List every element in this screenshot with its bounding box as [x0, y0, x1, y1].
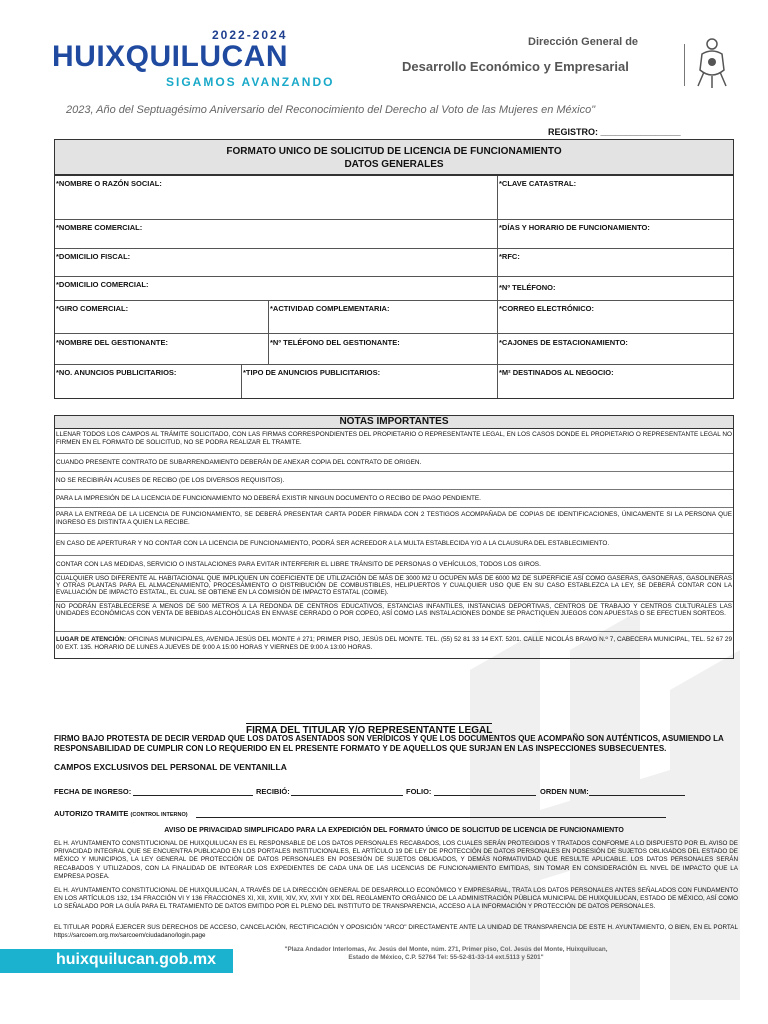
field-dias-horario[interactable]: *DÍAS Y HORARIO DE FUNCIONAMIENTO:	[498, 220, 733, 249]
privacy-paragraph-1: EL H. AYUNTAMIENTO CONSTITUCIONAL DE HUIXQUILUCAN ES EL RESPONSABLE DE LOS DATOS PERSONALES RECABADOS, LOS CUALES SERÁN PROTEGIDOS Y TRATADOS CONFORME A LO DISPUESTO POR EL AVISO DE PRIVACIDAD INTEGRAL QUE SE ENCUENTRA PUBLICADO EN LOS PORTALES INSTITUCIONALES, EL ARTÍCULO 19 DE LEY DE PROTECCIÓN DE DATOS PERSONALES EN POSESIÓN DE SUJETOS OBLIGADOS DEL ESTADO DE MÉXICO Y MUNICIPIOS, LA LEY GENERAL DE PROTECCIÓN DE DATOS PERSONALES EN POSESIÓN DE SUJETOS OBLIGADOS, Y DEMÁS NORMATIVIDAD QUE RESULTE APLICABLE. LOS DATOS PERSONALES SERÁN RECABADOS Y UTILIZADOS, CON LA FINALIDAD DE INTEGRAR LOS EXPEDIENTES DE CADA UNA DE LAS LICENCIAS DE FUNCIONAMIENTO EMITIDAS, SIN TOMAR EN CONSIDERACIÓN EL NIVEL DE IMPACTO QUE LA EMPRESA POSEA.	[54, 840, 738, 880]
privacy-paragraph-3: EL TITULAR PODRÁ EJERCER SUS DERECHOS DE ACCESO, CANCELACIÓN, RECTIFICACIÓN Y OPOSICIÓN "ARCO" DIRECTAMENTE ANTE LA UNIDAD DE TRANSPARENCIA DE ESTE H. AYUNTAMIENTO, O BIEN, EN EL PORTAL https://sarcoem.org.mx/sarcoem/ciudadano/login.page	[54, 924, 738, 940]
field-actividad-complementaria[interactable]: *ACTIVIDAD COMPLEMENTARIA:	[269, 301, 498, 334]
recibio-label: RECIBIÓ:	[256, 787, 290, 796]
lugar-text: OFICINAS MUNICIPALES, AVENIDA JESÚS DEL MONTE # 271; PRIMER PISO, JESÚS DEL MONTE. TEL. (55) 52 81 33 14 EXT. 5201. CALLE NICOLÁS BRAVO N.º 7, CABECERA MUNICIPAL, TEL. 52 67 29 00 EXT. 135. HORARIO DE LUNES A JUEVES DE 9:00 A 15:00 HORAS Y VIERNES DE 9:00 A 13:00 HORAS.	[56, 636, 733, 651]
autorizo-input[interactable]	[196, 817, 666, 818]
field-telefono-gestionante[interactable]: *Nº TELÉFONO DEL GESTIONANTE:	[269, 334, 498, 365]
orden-label: ORDEN NUM:	[540, 787, 589, 796]
privacy-notice-title: AVISO DE PRIVACIDAD SIMPLIFICADO PARA LA EXPEDICIÓN DEL FORMATO ÚNICO DE SOLICITUD DE LICENCIA DE FUNCIONAMIENTO	[164, 827, 624, 834]
header-divider	[684, 44, 685, 86]
footer-website-link[interactable]: huixquilucan.gob.mx	[56, 951, 217, 968]
field-m2-negocio[interactable]: *M² DESTINADOS AL NEGOCIO:	[499, 368, 614, 377]
autorizo-label	[54, 809, 188, 818]
field-domicilio-fiscal[interactable]: *DOMICILIO FISCAL:	[55, 249, 498, 277]
field-clave-catastral[interactable]: *CLAVE CATASTRAL:	[498, 176, 733, 220]
field-rfc[interactable]: *RFC:	[498, 249, 733, 277]
form-title	[54, 139, 734, 175]
footer-address	[252, 946, 640, 962]
field-cajones-estacionamiento[interactable]: *CAJONES DE ESTACIONAMIENTO:	[498, 334, 733, 365]
autorizo-text: AUTORIZO TRAMITE	[54, 809, 129, 818]
logo-slogan: SIGAMOS AVANZANDO	[166, 75, 335, 89]
year-motto: 2023, Año del Septuagésimo Aniversario del Reconocimiento del Derecho al Voto de las Mujeres en México"	[66, 104, 596, 116]
declaration-text: FIRMO BAJO PROTESTA DE DECIR VERDAD QUE LOS DATOS ASENTADOS SON VERÍDICOS Y QUE LOS DOCUMENTOS QUE ACOMPAÑO SON AUTÉNTICOS, ASUMIENDO LA RESPONSABILIDAD DE CUMPLIR CON LO REQUERIDO EN EL PRESENTE FORMATO Y DE AQUELLOS QUE SURJAN EN LAS INSPECCIONES SUBSECUENTES.	[54, 734, 724, 753]
note-item: LLENAR TODOS LOS CAMPOS AL TRÁMITE SOLICITADO, CON LAS FIRMAS CORRESPONDIENTES DEL PROPIETARIO O REPRESENTANTE LEGAL, EN LOS CASOS DONDE EL PROPIETARIO O REPRESENTANTE LEGAL NO FIRMEN EN EL FORMATO DE SOLICITUD, NO SE PODRA REALIZAR EL TRAMITE.	[55, 429, 733, 454]
field-nombre-razon-social[interactable]: *NOMBRE O RAZÓN SOCIAL:	[55, 176, 498, 220]
field-nombre-gestionante[interactable]: *NOMBRE DEL GESTIONANTE:	[55, 334, 269, 365]
note-item: CONTAR CON LAS MEDIDAS, SERVICIO O INSTALACIONES PARA EVITAR INTERFERIR EL LIBRE TRÁNSITO DE PERSONAS O VEHÍCULOS, TODOS LOS GIROS.	[55, 556, 733, 574]
autorizo-small: (CONTROL INTERNO)	[130, 812, 188, 818]
notes-list	[54, 429, 734, 659]
privacy-paragraph-2: EL H. AYUNTAMIENTO CONSTITUCIONAL DE HUIXQUILUCAN, A TRAVÉS DE LA DIRECCIÓN GENERAL DE DESARROLLO ECONÓMICO Y EMPRESARIAL, TRATA LOS DATOS PERSONALES ANTES SEÑALADOS CON FUNDAMENTO EN LOS ARTÍCULOS 132, 134 FRACCIÓN VI Y 136 FRACCIONES XI, XII, XVIII, XIV, XV, XVII Y XIX DEL REGLAMENTO ORGÁNICO DE LA ADMINISTRACIÓN PÚBLICA MUNICIPAL DE HUIXQUILUCAN, ESTADO DE MÉXICO, ASÍ COMO LO SEÑALADO POR LA GUÍA PARA EL TRATAMIENTO DE DATOS EMITIDO POR EL PLENO DEL INSTITUTO DE TRANSPARENCIA, ACCESO A LA INFORMACIÓN Y PROTECCIÓN DE DATOS PERSONALES.	[54, 887, 738, 911]
recibio-input[interactable]	[291, 795, 403, 796]
department-line-1: Dirección General de	[528, 36, 639, 48]
note-item: NO SE RECIBIRÁN ACUSES DE RECIBO (DE LOS DIVERSOS REQUISITOS).	[55, 472, 733, 490]
orden-input[interactable]	[589, 795, 685, 796]
folio-input[interactable]	[434, 795, 536, 796]
field-giro-comercial[interactable]: *GIRO COMERCIAL:	[55, 301, 269, 334]
field-telefono[interactable]: *Nº TELÉFONO:	[498, 277, 733, 301]
footer-address-line-1: "Plaza Andador Interlomas, Av. Jesús del Monte, núm. 271, Primer piso, Col. Jesús del Monte, Huixquilucan,	[284, 946, 608, 953]
note-item: PARA LA ENTREGA DE LA LICENCIA DE FUNCIONAMIENTO, SE DEBERÁ PRESENTAR CARTA PODER FIRMADA CON 2 TESTIGOS ACOMPAÑADA DE COPIAS DE IDENTIFICACIONES, ÚNICAMENTE SI LA PERSONA QUE INGRESO ES DISTINTA A QUIEN LA RECIBE.	[55, 508, 733, 534]
note-item: NO PODRÁN ESTABLECERSE A MENOS DE 500 METROS A LA REDONDA DE CENTROS EDUCATIVOS, ESTANCIAS INFANTILES, INSTANCIAS DEPORTIVAS, CENTROS DE TRABAJO Y CENTROS CULTURALES LAS UNIDADES ECONÓMICAS CON VENTA DE BEBIDAS ALCOHÓLICAS EN ENVASE CERRADO O POR COPEO, ASÍ COMO LAS INSTALACIONES DONDE SE PRACTIQUEN JUEGOS CON APUESTAS O SE EFECTUEN SORTEOS.	[55, 602, 733, 632]
field-anuncios-publicitarios[interactable]: *NO. ANUNCIOS PUBLICITARIOS:	[55, 365, 242, 398]
notes-title: NOTAS IMPORTANTES	[54, 415, 734, 429]
logo-years: 2022-2024	[212, 28, 288, 42]
form-title-line-1: FORMATO UNICO DE SOLICITUD DE LICENCIA DE FUNCIONAMIENTO	[226, 146, 562, 157]
field-domicilio-comercial[interactable]: *DOMICILIO COMERCIAL:	[55, 277, 498, 301]
watermark-logo	[440, 610, 768, 1000]
general-data-form	[54, 175, 734, 399]
signature-title[interactable]: FIRMA DEL TITULAR Y/O REPRESENTANTE LEGAL	[246, 725, 493, 736]
note-item: EN CASO DE APERTURAR Y NO CONTAR CON LA LICENCIA DE FUNCIONAMIENTO, PODRÁ SER ACREEDOR A LA MULTA ESTABLECIDA Y/O A LA CLAUSURA DEL ESTABLECIMIENTO.	[55, 534, 733, 556]
field-correo-electronico[interactable]: *CORREO ELECTRÓNICO:	[498, 301, 733, 334]
note-lugar-atencion	[55, 632, 733, 658]
department-line-2: Desarrollo Económico y Empresarial	[402, 59, 629, 74]
municipality-logo: HUIXQUILUCAN	[52, 40, 288, 73]
note-item: CUANDO PRESENTE CONTRATO DE SUBARRENDAMIENTO DEBERÁN DE ANEXAR COPIA DEL CONTRATO DE ORIGEN.	[55, 454, 733, 472]
field-tipo-anuncios[interactable]: *TIPO DE ANUNCIOS PUBLICITARIOS:	[242, 365, 498, 398]
fecha-ingreso-label: FECHA DE INGRESO:	[54, 787, 132, 796]
municipal-seal-icon	[692, 36, 732, 88]
note-item: CUALQUIER USO DIFERENTE AL HABITACIONAL QUE IMPLIQUEN UN COEFICIENTE DE UTILIZACIÓN DE MÁS DE 3000 M2 U OCUPEN MÁS DE 6000 M2 DE SUPERFICIE ASÍ COMO GASERAS, GASONERAS, GASOLINERAS Y OTRAS PLANTAS PARA EL ALMACENAMIENTO, PROCESAMIENTO O DISTRIBUCIÓN DE COMBUSTIBLES, HELIPUERTOS Y CUALQUIER USO QUE EN SU CASO ESTABLEZCA LA LEY, SE DEBERÁ CONTAR CON LA EVALUACIÓN DE IMPACTO ESTATAL, EL CUAL SE OBTIENE EN LA COMISIÓN DE IMPACTO ESTATAL (COIME).	[55, 574, 733, 602]
lugar-label: LUGAR DE ATENCIÓN:	[56, 636, 127, 643]
form-title-line-2: DATOS GENERALES	[344, 159, 444, 170]
folio-label: FOLIO:	[406, 787, 432, 796]
fecha-ingreso-input[interactable]	[133, 795, 253, 796]
footer-address-line-2: Estado de México, C.P. 52764 Tel: 55-52-81-33-14 ext.5113 y 5201"	[348, 954, 544, 961]
note-item: PARA LA IMPRESIÓN DE LA LICENCIA DE FUNCIONAMIENTO NO DEBERÁ EXISTIR NINGUN DOCUMENTO O RECIBO DE PAGO PENDIENTE.	[55, 490, 733, 508]
staff-section-title: CAMPOS EXCLUSIVOS DEL PERSONAL DE VENTANILLA	[54, 762, 287, 772]
field-nombre-comercial[interactable]: *NOMBRE COMERCIAL:	[55, 220, 498, 249]
registro-field: REGISTRO: ________________	[548, 127, 681, 137]
